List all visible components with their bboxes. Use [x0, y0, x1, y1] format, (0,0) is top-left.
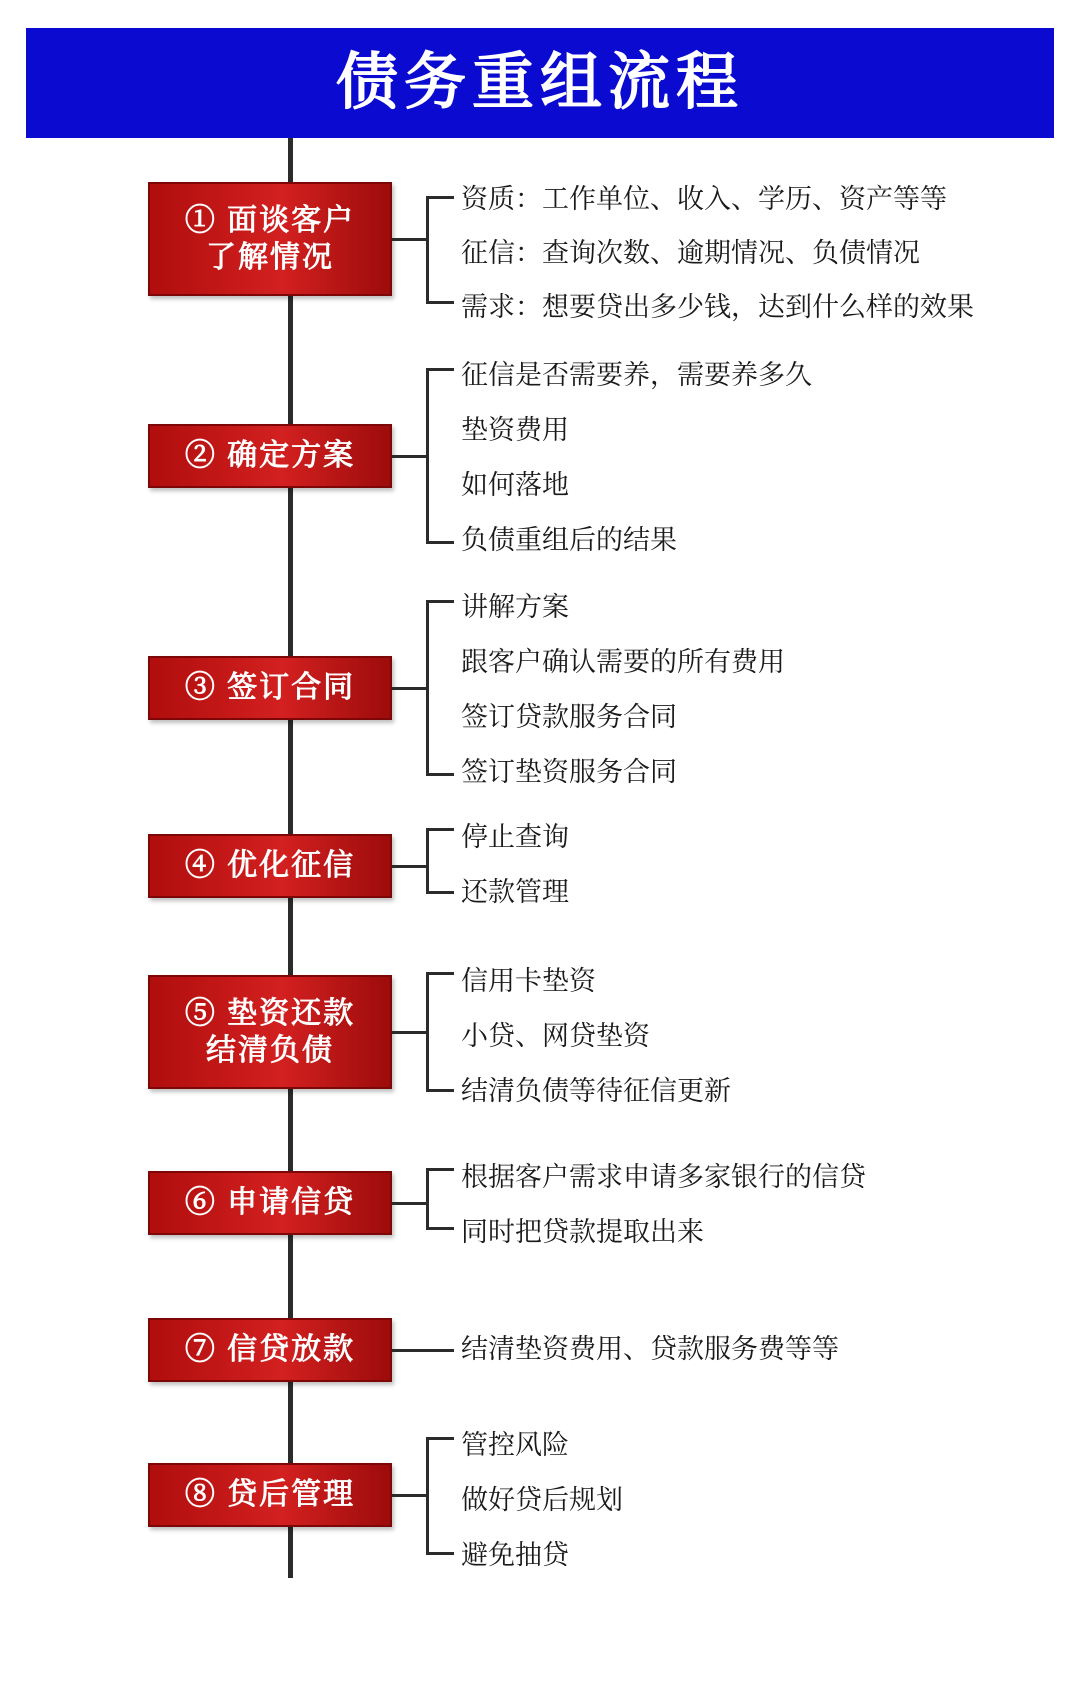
step-bracket-1	[426, 196, 454, 304]
detail-item: 垫资费用	[461, 415, 569, 445]
step-bracket-2	[426, 368, 454, 544]
step-box-4[interactable]	[148, 834, 392, 898]
detail-item: 结清负债等待征信更新	[461, 1076, 731, 1106]
step-bracket-4	[426, 828, 454, 894]
detail-item: 停止查询	[461, 822, 569, 852]
step-stem-8	[392, 1494, 426, 1497]
step-stem-6	[392, 1202, 426, 1205]
step-label-6-line1: ⑥ 申请信贷	[184, 1186, 356, 1220]
step-stem-5	[392, 1031, 426, 1034]
page-title: 债务重组流程	[335, 48, 744, 117]
step-label-4-line1: ④ 优化征信	[184, 849, 356, 883]
step-stem-3	[392, 687, 426, 690]
step-stem-7	[392, 1349, 454, 1352]
step-label-1-line2: 了解情况	[206, 241, 334, 274]
detail-item: 签订贷款服务合同	[461, 702, 677, 732]
step-box-1[interactable]	[148, 182, 392, 296]
step-stem-2	[392, 455, 426, 458]
detail-item: 资质：工作单位、收入、学历、资产等等	[461, 184, 947, 214]
step-label-7-line1: ⑦ 信贷放款	[184, 1333, 356, 1367]
step-bracket-6	[426, 1168, 454, 1230]
detail-item: 管控风险	[461, 1430, 569, 1460]
detail-item: 小贷、网贷垫资	[461, 1021, 650, 1051]
step-box-7[interactable]	[148, 1318, 392, 1382]
step-label-5-line1: ⑤ 垫资还款	[184, 996, 356, 1030]
detail-item: 如何落地	[461, 470, 569, 500]
detail-item: 征信是否需要养，需要养多久	[461, 360, 812, 390]
detail-item: 跟客户确认需要的所有费用	[461, 647, 785, 677]
detail-item: 负债重组后的结果	[461, 525, 677, 555]
step-stem-1	[392, 238, 426, 241]
detail-item: 还款管理	[461, 877, 569, 907]
detail-item: 避免抽贷	[461, 1540, 569, 1570]
detail-item: 信用卡垫资	[461, 966, 596, 996]
step-label-8-line1: ⑧ 贷后管理	[184, 1478, 356, 1512]
step-box-5[interactable]	[148, 975, 392, 1089]
page-title-banner	[26, 28, 1054, 138]
detail-item: 根据客户需求申请多家银行的信贷	[461, 1162, 866, 1192]
step-box-6[interactable]	[148, 1171, 392, 1235]
step-bracket-5	[426, 972, 454, 1092]
step-bracket-8	[426, 1437, 454, 1555]
step-bracket-3	[426, 600, 454, 776]
detail-item: 征信：查询次数、逾期情况、负债情况	[461, 238, 920, 268]
step-box-2[interactable]	[148, 424, 392, 488]
step-label-5-line2: 结清负债	[206, 1034, 334, 1067]
detail-item: 签订垫资服务合同	[461, 757, 677, 787]
detail-item: 同时把贷款提取出来	[461, 1217, 704, 1247]
step-label-2-line1: ② 确定方案	[184, 439, 356, 473]
detail-item: 做好贷后规划	[461, 1485, 623, 1515]
detail-item: 讲解方案	[461, 592, 569, 622]
detail-item: 结清垫资费用、贷款服务费等等	[461, 1334, 839, 1364]
step-label-1-line1: ① 面谈客户	[184, 203, 356, 237]
step-label-3-line1: ③ 签订合同	[184, 671, 356, 705]
detail-item: 需求：想要贷出多少钱，达到什么样的效果	[461, 292, 974, 322]
step-stem-4	[392, 865, 426, 868]
step-box-8[interactable]	[148, 1463, 392, 1527]
step-box-3[interactable]	[148, 656, 392, 720]
